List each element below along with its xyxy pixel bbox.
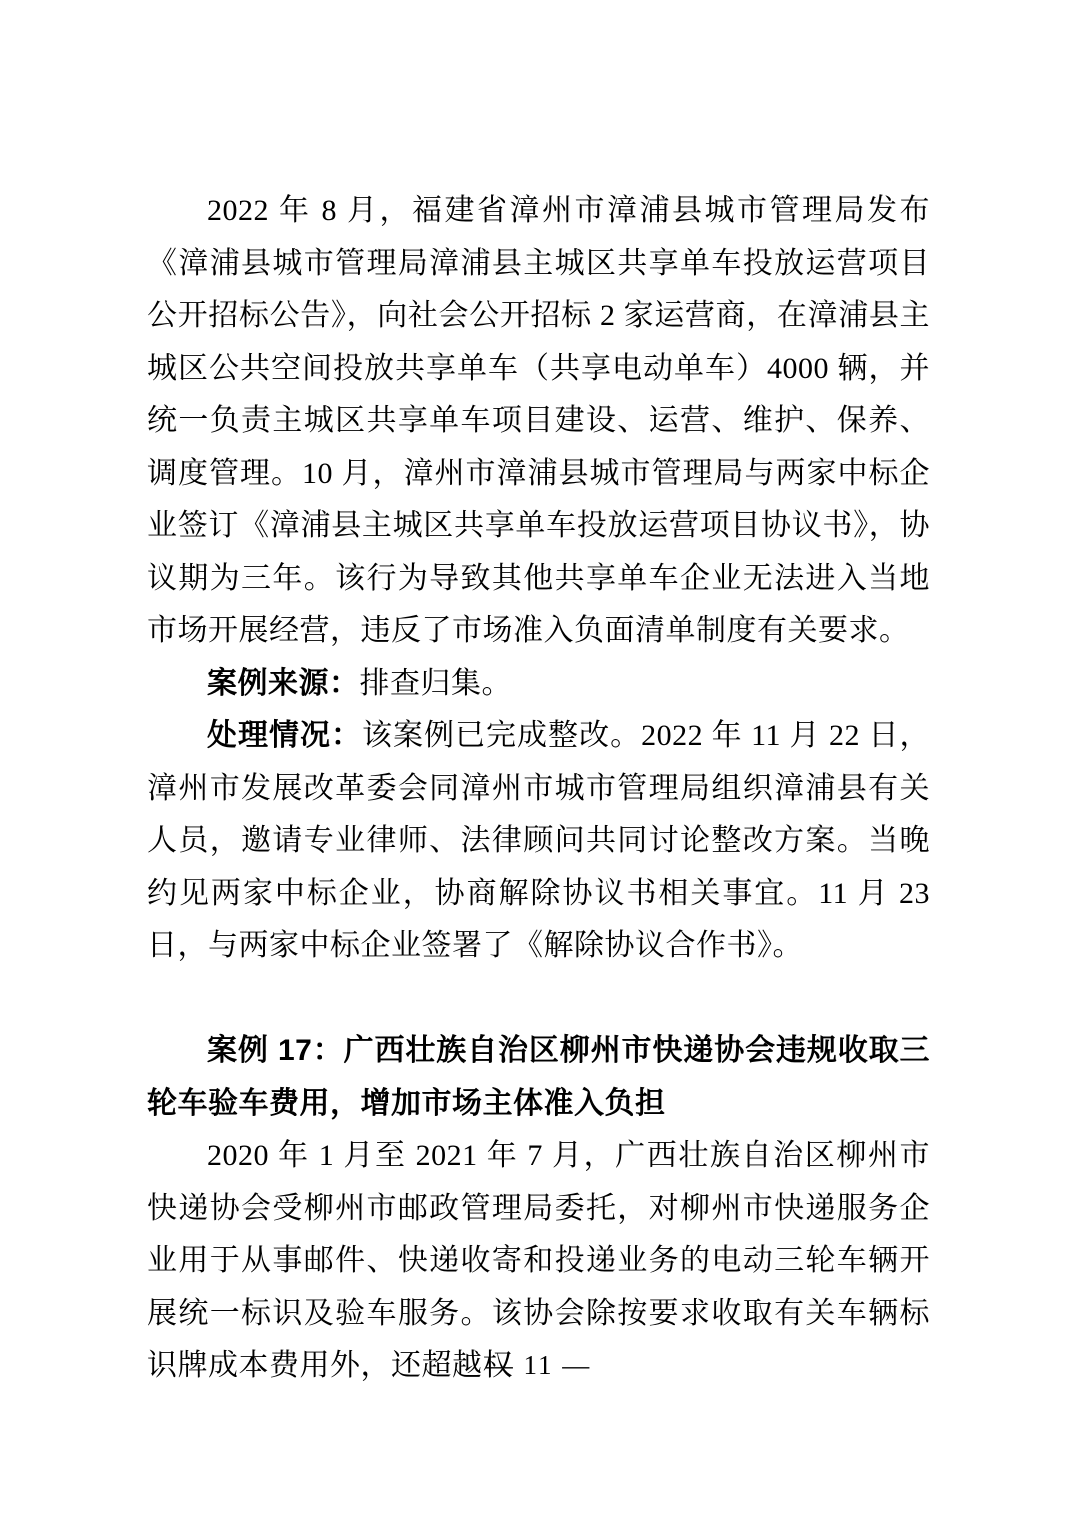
page-footer — [147, 1350, 930, 1381]
case-source-value: 排查归集。 — [359, 666, 512, 700]
handling-status-value: 该案例已完成整改。2022 年 11 月 22 日，漳州市发展改革委会同漳州市城市管理局组织漳浦县有关人员，邀请专业律师、法律顾问共同讨论整改方案。当晚约见两家中标企业，协商解除协议书相关事宜。11 月 23 日，与两家中标企业签署了《解除协议合作书》。 — [147, 719, 931, 962]
paragraph-case16-source — [147, 658, 930, 711]
paragraph-case16-handling — [147, 710, 930, 973]
page-number: — 11 — — [485, 1350, 592, 1380]
paragraph-case16-facts: 2022 年 8 月，福建省漳州市漳浦县城市管理局发布《漳浦县城市管理局漳浦县主城区共享单车投放运营项目公开招标公告》，向社会公开招标 2 家运营商，在漳浦县主城区公共空间投放共享单车（共享电动单车）4000 辆，并统一负责主城区共享单车项目建设、运营、维护、保养、调度管理。10 月，漳州市漳浦县城市管理局与两家中标企业签订《漳浦县主城区共享单车投放运营项目协议书》，协议期为三年。该行为导致其他共享单车企业无法进入当地市场开展经营，违反了市场准入负面清单制度有关要求。 — [147, 194, 930, 647]
paragraph-case17-facts: 2020 年 1 月至 2021 年 7 月，广西壮族自治区柳州市快递协会受柳州市邮政管理局委托，对柳州市快递服务企业用于从事邮件、快递收寄和投递业务的电动三轮车辆开展统一标识及验车服务。该协会除按要求收取有关车辆标识牌成本费用外，还超越权 — [147, 1139, 930, 1382]
page-content — [147, 185, 930, 1393]
case17-heading: 案例 17：广西壮族自治区柳州市快递协会违规收取三轮车验车费用，增加市场主体准入负担 — [147, 1034, 930, 1120]
case-source-label: 案例来源： — [207, 666, 360, 700]
handling-status-label: 处理情况： — [207, 719, 363, 752]
